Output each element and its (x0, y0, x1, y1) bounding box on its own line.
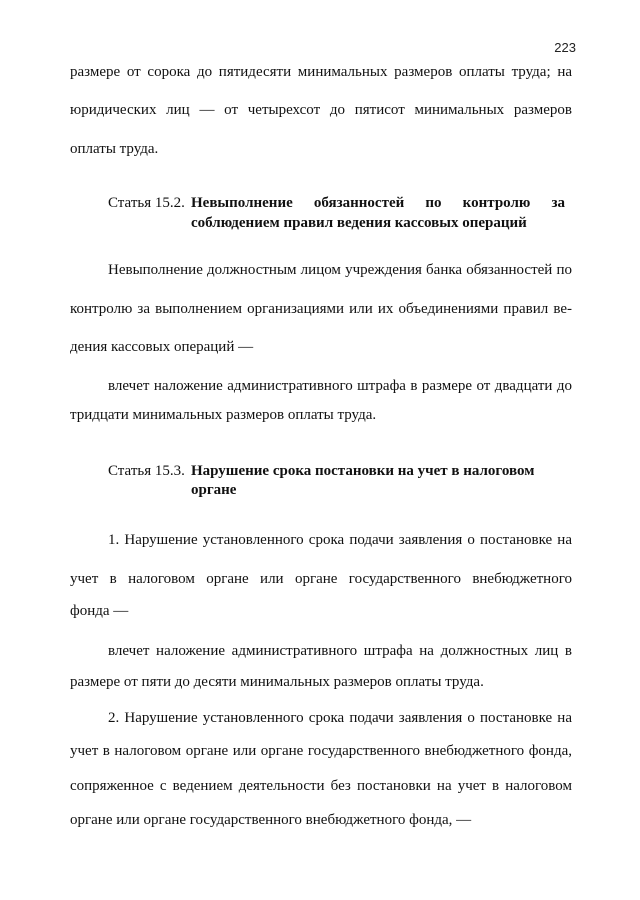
text-line: учет в налоговом органе или органе государственного внебюджетного фонда, (70, 743, 572, 759)
text-line: 2. Нарушение установленного срока подачи заявления о постановке на (108, 710, 572, 726)
article-label: Статья 15.2. (108, 195, 185, 211)
article-title: Нарушение срока постановки на учет в налоговом (191, 463, 535, 479)
text-line: влечет наложение административного штрафа в размере от двадцати до (108, 378, 572, 394)
article-label: Статья 15.3. (108, 463, 185, 479)
text-line: размере от пяти до десяти минимальных размеров оплаты труда. (70, 674, 484, 690)
text-line: тридцати минимальных размеров оплаты труда. (70, 407, 377, 423)
page-number: 223 (554, 40, 576, 55)
text-line: контролю за выполнением организациями или их объединениями правил ве- (70, 301, 572, 317)
text-line: оплаты труда. (70, 141, 159, 157)
text-line: фонда — (70, 603, 129, 619)
text-line: размере от сорока до пятидесяти минимальных размеров оплаты труда; на (70, 64, 572, 80)
text-line: сопряженное с ведением деятельности без постановки на учет в налоговом (70, 778, 572, 794)
text-line: влечет наложение административного штрафа на должностных лиц в (108, 643, 572, 659)
text-line: органе или органе государственного внебюджетного фонда, — (70, 812, 472, 828)
text-line: 1. Нарушение установленного срока подачи заявления о постановке на (108, 532, 572, 548)
article-title: Невыполнение обязанностей по контролю за (191, 195, 565, 211)
text-line: дения кассовых операций — (70, 339, 254, 355)
text-line: юридических лиц — от четырехсот до пятисот минимальных размеров (70, 102, 572, 118)
article-title: соблюдением правил ведения кассовых операций (191, 215, 527, 231)
article-title: органе (191, 482, 237, 498)
text-line: Невыполнение должностным лицом учреждения банка обязанностей по (108, 262, 572, 278)
text-line: учет в налоговом органе или органе государственного внебюджетного (70, 571, 572, 587)
